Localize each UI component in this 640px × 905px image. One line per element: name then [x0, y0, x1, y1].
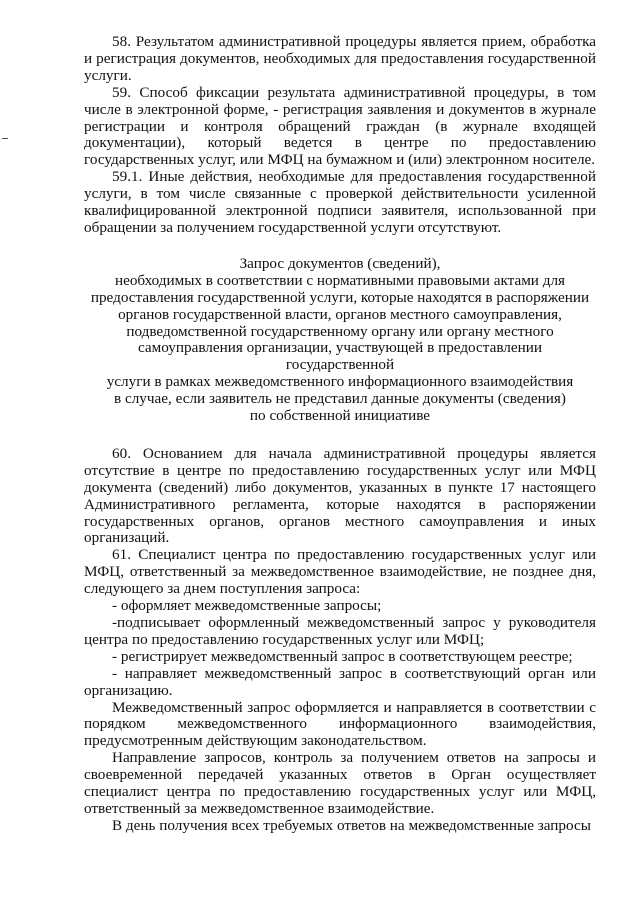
paragraph-request-order: Межведомственный запрос оформляется и направляется в соответствии с порядком межведомственного информационного взаимодействия, предусмотренным действующим законодательством. — [84, 698, 596, 750]
paragraph-58: 58. Результатом административной процедуры является прием, обработка и регистрация документов, необходимых для предоставления государственной услуги. — [84, 33, 596, 84]
heading-line: в случае, если заявитель не представил данные документы (сведения) — [114, 390, 566, 408]
heading-line: по собственной инициативе — [249, 407, 431, 425]
paragraph-60: 60. Основанием для начала административной процедуры является отсутствие в центре по предоставлению государственных услуг или МФЦ документа (сведений) либо документов, указанных в пункте 17 настоящего Административного регламента, которые находятся в распоряжении государственных органов, органов местного самоуправления и иных организаций. — [84, 444, 596, 547]
heading-line: подведомственной государственному органу или органу местного — [126, 322, 554, 340]
heading-line: самоуправления организации, участвующей в предоставлении государственной — [137, 339, 543, 374]
heading-line: необходимых в соответствии с нормативными правовыми актами для — [114, 271, 566, 289]
paragraph-59-1: 59.1. Иные действия, необходимые для предоставления государственной услуги, в том числе связанные с проверкой действительности усиленной квалифицированной электронной подписи заявителя, использованной при обращении за получением государственной услуги отсутствуют. — [84, 168, 596, 236]
list-item-register: - регистрирует межведомственный запрос в соответствующем реестре; — [112, 647, 573, 665]
paragraph-answers: В день получения всех требуемых ответов на межведомственные запросы — [112, 816, 591, 834]
section-heading — [84, 256, 596, 425]
list-item-prepare: - оформляет межведомственные запросы; — [112, 597, 382, 615]
margin-mark — [2, 138, 8, 139]
paragraph-61: 61. Специалист центра по предоставлению государственных услуг или МФЦ, ответственный за межведомственное взаимодействие, не позднее дня, следующего за днем поступления запроса: — [84, 546, 596, 598]
heading-line: услуги в рамках межведомственного информационного взаимодействия — [106, 373, 574, 391]
heading-line: предоставления государственной услуги, которые находятся в распоряжении — [90, 288, 590, 306]
list-item-sign: -подписывает оформленный межведомственный запрос у руководителя центра по предоставлению государственных услуг или МФЦ; — [84, 614, 596, 648]
paragraph-59: 59. Способ фиксации результата административной процедуры, в том числе в электронной форме, - регистрация заявления и документов в журнале регистрации и контроля обращений граждан (в журнале входящей документации), который ведется в центре по предоставлению государственных услуг, или МФЦ на бумажном и (или) электронном носителе. — [84, 83, 596, 169]
document-page — [84, 34, 596, 835]
paragraph-request-control: Направление запросов, контроль за получением ответов на запросы и своевременной передачей указанных ответов в Орган осуществляет специалист центра по предоставлению государственных услуг или МФЦ, ответственный за межведомственное взаимодействие. — [84, 749, 596, 817]
list-item-send: - направляет межведомственный запрос в соответствующий орган или организацию. — [84, 664, 596, 699]
heading-line: органов государственной власти, органов местного самоуправления, — [118, 305, 562, 323]
heading-line: Запрос документов (сведений), — [239, 254, 441, 272]
